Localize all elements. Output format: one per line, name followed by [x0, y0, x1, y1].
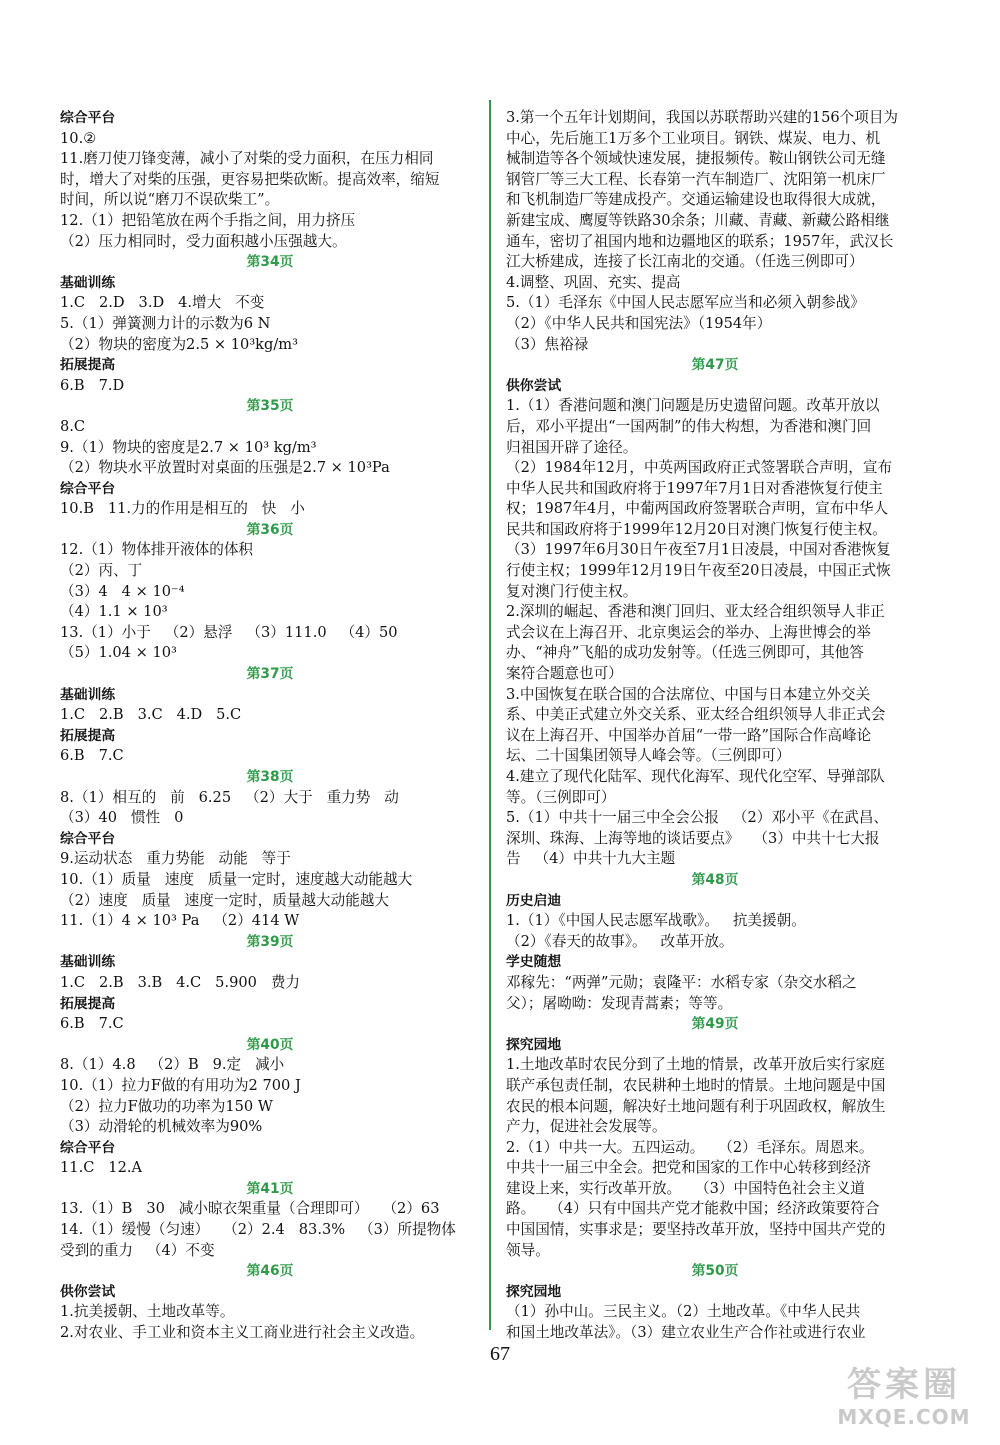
- answer-line: 议在上海召开、中国举办首届“一带一路”国际合作高峰论: [506, 726, 872, 744]
- answer-line: 2.（1）中共一大。五四运动。 （2）毛泽东。周恩来。: [506, 1138, 874, 1156]
- answer-line: （5）1.04 × 10³: [60, 644, 177, 662]
- answer-line: 1.土地改革时农民分到了土地的情景，改革开放后实行家庭: [506, 1056, 885, 1074]
- answer-line: 告 （4）中共十九大主题: [506, 850, 676, 868]
- answer-line: 10.②: [60, 129, 97, 147]
- section-heading: 供你尝试: [506, 377, 562, 394]
- answer-line: 路。 （4）只有中国共产党才能救中国；经济政策要符合: [506, 1200, 880, 1218]
- answer-line: 6.B 7.C: [60, 1015, 124, 1033]
- answer-line: 10.B 11.力的作用是相互的 快 小: [60, 500, 305, 518]
- answer-line: 13.（1）B 30 减小晾衣架重量（合理即可） （2）63: [60, 1200, 440, 1218]
- page-heading: 第47页: [691, 357, 739, 374]
- answer-line: 6.B 7.D: [60, 376, 125, 394]
- section-heading: 基础训练: [60, 954, 116, 971]
- answer-line: 械制造等各个领域快速发展，捷报频传。鞍山钢铁公司无缝: [506, 150, 886, 168]
- section-heading: 历史启迪: [506, 892, 562, 909]
- answer-line: 13.（1）小于 （2）悬浮 （3）111.0 （4）50: [60, 623, 398, 641]
- answer-line: 受到的重力 （4）不变: [60, 1241, 215, 1259]
- answer-line: 11.C 12.A: [60, 1159, 143, 1177]
- answer-line: 时间，所以说“磨刀不误砍柴工”。: [60, 191, 280, 209]
- section-heading: 综合平台: [60, 1139, 116, 1156]
- page-heading: 第38页: [246, 769, 294, 785]
- answer-line: 9.（1）物块的密度是2.7 × 10³ kg/m³: [60, 438, 317, 456]
- page-heading: 第39页: [246, 933, 294, 950]
- page-heading: 第35页: [246, 398, 294, 415]
- answer-line: 2.深圳的崛起、香港和澳门回归、亚太经合组织领导人非正: [506, 603, 885, 621]
- answer-line: 和国土地改革法》。（3）建立农业生产合作社或进行农业: [506, 1324, 866, 1342]
- answer-line: （2）《中华人民共和国宪法》（1954年）: [506, 314, 772, 332]
- answer-line: （3）40 惯性 0: [60, 809, 184, 827]
- answer-line: 办、“神舟”飞船的成功发射等。（任选三例即可，其他答: [506, 644, 864, 662]
- answer-line: 11.（1）4 × 10³ Pa （2）414 W: [60, 912, 300, 930]
- answer-line: 10.（1）质量 速度 质量一定时，速度越大动能越大: [60, 870, 413, 888]
- answer-line: 坛、二十国集团领导人峰会等。（三例即可）: [506, 747, 791, 765]
- page-heading: 第50页: [691, 1263, 739, 1280]
- answer-line: 中共十一届三中全会。把党和国家的工作中心转移到经济: [506, 1159, 871, 1177]
- answer-line: 8.（1）相互的 前 6.25 （2）大于 重力势 动: [60, 788, 399, 806]
- answer-line: 后，邓小平提出“一国两制”的伟大构想，为香港和澳门回: [506, 417, 872, 435]
- answer-line: 3.第一个五年计划期间，我国以苏联帮助兴建的156个项目为: [506, 109, 899, 126]
- answer-line: 1.C 2.B 3.C 4.D 5.C: [60, 706, 242, 724]
- answer-line: 5.（1）毛泽东《中国人民志愿军应当和必须入朝参战》: [506, 294, 865, 312]
- page-heading: 第40页: [246, 1036, 294, 1053]
- answer-line: 时，增大了对柴的压强，更容易把柴砍断。提高效率，缩短: [60, 170, 440, 188]
- page-heading: 第49页: [691, 1016, 739, 1033]
- page-heading: 第46页: [246, 1263, 294, 1280]
- answer-line: 领导。: [506, 1241, 550, 1259]
- section-heading: 综合平台: [60, 480, 116, 497]
- answer-line: （4）1.1 × 10³: [60, 603, 168, 621]
- section-heading: 综合平台: [60, 110, 116, 126]
- answer-line: 案符合题意也可）: [506, 665, 623, 683]
- answer-line: 4.建立了现代化陆军、现代化海军、现代化空军、导弹部队: [506, 768, 885, 785]
- answer-line: （3）焦裕禄: [506, 335, 589, 353]
- answer-line: 和飞机制造厂等建成投产。交通运输建设也取得很大成就，: [506, 191, 886, 209]
- section-heading: 拓展提高: [60, 357, 116, 374]
- answer-line: （3）4 4 × 10⁻⁴: [60, 582, 185, 600]
- answer-line: 1.C 2.D 3.D 4.增大 不变: [60, 294, 265, 312]
- answer-line: 农民的根本问题，解决好土地问题有利于巩固政权，解放生: [506, 1097, 886, 1115]
- answer-line: 6.B 7.C: [60, 747, 124, 765]
- answer-line: 新建宝成、鹰厦等铁路30余条；川藏、青藏、新藏公路相继: [506, 211, 890, 229]
- section-heading: 基础训练: [60, 274, 116, 291]
- answer-line: 归祖国开辟了途径。: [506, 438, 638, 456]
- answer-line: 8.C: [60, 417, 86, 435]
- answer-line: 1.C 2.B 3.B 4.C 5.900 费力: [60, 973, 301, 991]
- answer-line: 通车，密切了祖国内地和边疆地区的联系；1957年，武汉长: [506, 232, 894, 250]
- answer-line: 等。（三例即可）: [506, 788, 616, 806]
- answer-line: 1.（1）《中国人民志愿军战歌》。 抗美援朝。: [506, 912, 806, 930]
- answer-line: 1.（1）香港问题和澳门问题是历史遗留问题。改革开放以: [506, 397, 880, 415]
- answer-line: 复对澳门行使主权。: [506, 582, 638, 600]
- page-number: 67: [490, 1343, 510, 1365]
- right-column: [506, 108, 924, 1344]
- answer-line: 建设上来，实行改革开放。 （3）中国特色社会主义道: [506, 1179, 865, 1197]
- page-heading: 第37页: [246, 666, 294, 683]
- answer-line: 8.（1）4.8 （2）B 9.定 减小: [60, 1056, 285, 1074]
- answer-line: 父）；屠呦呦：发现青蒿素；等等。: [506, 994, 733, 1012]
- answer-line: 系、中美正式建立外交关系、亚太经合组织领导人非正式会: [506, 706, 886, 724]
- answer-line: 民共和国政府将于1999年12月20日对澳门恢复行使主权。: [506, 520, 887, 538]
- page-heading: 第41页: [246, 1180, 294, 1197]
- answer-line: （3）动滑轮的机械效率为90%: [60, 1118, 263, 1136]
- answer-line: 邓稼先：“两弹”元勋；袁隆平：水稻专家（杂交水稻之: [506, 973, 857, 991]
- answer-line: （2）1984年12月，中英两国政府正式签署联合声明，宣布: [506, 459, 893, 477]
- left-column: [60, 108, 480, 1344]
- answer-line: 3.中国恢复在联合国的合法席位、中国与日本建立外交关: [506, 685, 871, 703]
- watermark-logo: [824, 1365, 984, 1437]
- answer-line: （2）物块的密度为2.5 × 10³kg/m³: [60, 335, 298, 353]
- answer-line: 中心，先后施工1万多个工业项目。钢铁、煤炭、电力、机: [506, 129, 881, 147]
- answer-line: 式会议在上海召开、北京奥运会的举办、上海世博会的举: [506, 623, 871, 641]
- section-heading: 学史随想: [506, 954, 562, 971]
- answer-line: 4.调整、巩固、充实、提高: [506, 273, 681, 291]
- answer-line: （2）物块水平放置时对桌面的压强是2.7 × 10³Pa: [60, 459, 390, 477]
- section-heading: 供你尝试: [60, 1283, 116, 1300]
- answer-line: 5.（1）弹簧测力计的示数为6 N: [60, 314, 271, 332]
- answer-line: 1.抗美援朝、土地改革等。: [60, 1303, 235, 1321]
- answer-line: 中华人民共和国政府将于1997年7月1日对香港恢复行使主: [506, 479, 883, 497]
- answer-line: （2）丙、丁: [60, 562, 143, 580]
- answer-line: 产力，促进社会发展等。: [506, 1118, 667, 1136]
- answer-line: 中国国情，实事求是；要坚持改革开放，坚持中国共产党的: [506, 1221, 886, 1239]
- answer-line: 联产承包责任制，农民耕种土地时的情景。土地问题是中国: [506, 1076, 886, 1094]
- page-heading: 第48页: [691, 871, 739, 888]
- answer-line: 14.（1）缓慢（匀速） （2）2.4 83.3% （3）所提物体: [60, 1221, 456, 1239]
- section-heading: 探究园地: [506, 1283, 562, 1300]
- page-heading: 第36页: [246, 521, 294, 538]
- answer-line: 权；1987年4月，中葡两国政府签署联合声明，宣布中华人: [506, 500, 889, 518]
- page-heading: 第34页: [246, 254, 294, 271]
- answer-line: 11.磨刀使刀锋变薄，减小了对柴的受力面积，在压力相同: [60, 150, 434, 168]
- answer-line: 10.（1）拉力F做的有用功为2 700 J: [60, 1076, 301, 1094]
- answer-line: （2）速度 质量 速度一定时，质量越大动能越大: [60, 891, 389, 909]
- answer-line: 2.对农业、手工业和资本主义工商业进行社会主义改造。: [60, 1324, 425, 1342]
- answer-line: （2）压力相同时，受力面积越小压强越大。: [60, 232, 347, 250]
- answer-line: （2）拉力F做功的功率为150 W: [60, 1097, 273, 1115]
- answer-line: 行使主权；1999年12月19日午夜至20日凌晨，中国正式恢: [506, 562, 891, 580]
- answer-line: （3）1997年6月30日午夜至7月1日凌晨，中国对香港恢复: [506, 541, 891, 559]
- answer-line: 钢管厂等三大工程、长春第一汽车制造厂、沈阳第一机床厂: [506, 170, 886, 188]
- section-heading: 综合平台: [60, 830, 116, 847]
- column-divider: [489, 100, 491, 1330]
- section-heading: 拓展提高: [60, 727, 116, 744]
- section-heading: 基础训练: [60, 686, 116, 703]
- answer-line: 江大桥建成，连接了长江南北的交通。（任选三例即可）: [506, 253, 864, 271]
- section-heading: 拓展提高: [60, 995, 116, 1012]
- answer-line: 9.运动状态 重力势能 动能 等于: [60, 850, 291, 868]
- answer-line: （2）《春天的故事》。 改革开放。: [506, 932, 734, 950]
- watermark-url: MXQE.COM: [837, 1405, 971, 1429]
- watermark-title: 答案圈: [847, 1365, 961, 1405]
- answer-line: 12.（1）物体排开液体的体积: [60, 541, 254, 559]
- section-heading: 探究园地: [506, 1036, 562, 1053]
- answer-line: （1）孙中山。三民主义。（2）土地改革。《中华人民共: [506, 1303, 861, 1321]
- answer-line: 12.（1）把铅笔放在两个手指之间，用力挤压: [60, 211, 356, 229]
- answer-line: 深圳、珠海、上海等地的谈话要点》 （3）中共十七大报: [506, 829, 880, 847]
- answer-line: 5.（1）中共十一届三中全会公报 （2）邓小平《在武昌、: [506, 809, 889, 827]
